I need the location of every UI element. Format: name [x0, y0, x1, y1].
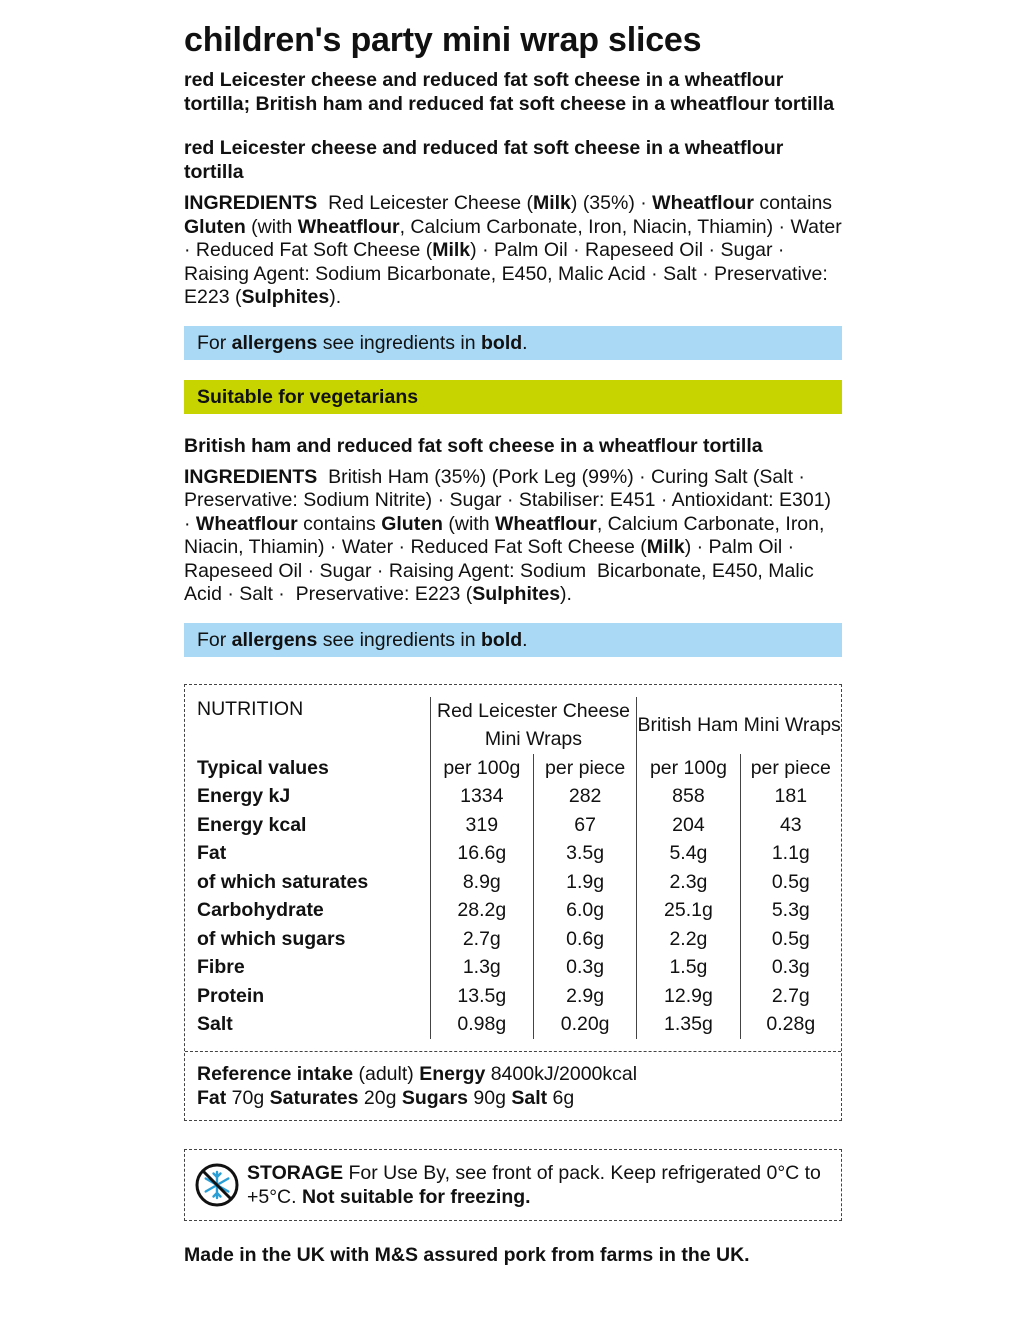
nutrient-value: 204 [637, 811, 740, 840]
nutrient-value: 28.2g [430, 896, 533, 925]
nutrient-label: Salt [197, 1013, 233, 1035]
nutrient-value: 5.4g [637, 839, 740, 868]
nutrient-value: 2.3g [637, 868, 740, 897]
allergen-note-1: For allergens see ingredients in bold. [184, 326, 842, 360]
nutrition-row [197, 868, 841, 897]
nutrient-value: 282 [533, 782, 636, 811]
label-content [184, 20, 842, 1267]
nutrient-value: 1.9g [533, 868, 636, 897]
nutrition-title: NUTRITION [197, 697, 304, 720]
nutrition-row [197, 811, 841, 840]
nutrient-value: 8.9g [430, 868, 533, 897]
nutrition-row [197, 839, 841, 868]
nutrient-value: 25.1g [637, 896, 740, 925]
nutrient-label: Energy kJ [197, 785, 291, 807]
product-2-ingredients: INGREDIENTS British Ham (35%) (Pork Leg (99%) · Curing Salt (Salt · Preservative: Sodium Nitrite) · Sugar · Stabiliser: E451 · Antioxidant: E301) · Wheatflour contains Gluten (with Wheatflour, Calcium Carbonate, Iron, Niacin, Thiamin) · Water · Reduced Fat Soft Cheese (Milk) · Palm Oil · Rapeseed Oil · Sugar · Raising Agent: Sodium Bicarbonate, E450, Malic Acid · Salt · Preservative: E223 (Sulphites). [184, 465, 832, 605]
nutrient-value: 181 [740, 782, 841, 811]
product-header-red-leicester: Red Leicester Cheese Mini Wraps [430, 697, 637, 754]
nutrition-row [197, 1010, 841, 1039]
nutrition-panel [184, 684, 842, 1121]
col-header: per 100g [430, 754, 533, 783]
nutrition-rows [197, 782, 841, 1039]
storage-text: STORAGE For Use By, see front of pack. Keep refrigerated 0°C to +5°C. Not suitable for freezing. [247, 1161, 821, 1208]
nutrient-value: 5.3g [740, 896, 841, 925]
nutrient-value: 0.28g [740, 1010, 841, 1039]
page-title: children's party mini wrap slices [184, 21, 702, 59]
nutrient-label: Protein [197, 984, 265, 1007]
nutrient-value: 43 [740, 811, 841, 840]
nutrient-value: 1.5g [637, 953, 740, 982]
vegetarian-badge: Suitable for vegetarians [184, 380, 842, 414]
col-header: per piece [740, 754, 841, 783]
nutrition-row [197, 782, 841, 811]
nutrient-value: 1.1g [740, 839, 841, 868]
storage-panel [184, 1149, 842, 1221]
nutrient-value: 67 [533, 811, 636, 840]
nutrient-value: 0.98g [430, 1010, 533, 1039]
reference-intake: Reference intake (adult) Energy 8400kJ/2000kcal Fat 70g Saturates 20g Sugars 90g Salt 6g [185, 1051, 841, 1110]
nutrient-value: 3.5g [533, 839, 636, 868]
nutrition-row [197, 896, 841, 925]
nutrient-value: 13.5g [430, 982, 533, 1011]
origin-statement: Made in the UK with M&S assured pork from farms in the UK. [184, 1243, 750, 1266]
nutrient-label: Energy kcal [197, 813, 307, 836]
nutrient-label: Fat [197, 842, 227, 864]
nutrient-label: Fibre [197, 956, 245, 978]
product-subtitle: red Leicester cheese and reduced fat soft cheese in a wheatflour tortilla; British ham and reduced fat soft cheese in a wheatflour tortilla [184, 69, 835, 115]
nutrient-value: 6.0g [533, 896, 636, 925]
nutrient-value: 319 [430, 811, 533, 840]
nutrient-value: 16.6g [430, 839, 533, 868]
product-2-heading: British ham and reduced fat soft cheese in a wheatflour tortilla [184, 434, 763, 457]
nutrient-value: 0.20g [533, 1010, 636, 1039]
nutrient-value: 0.3g [740, 953, 841, 982]
nutrition-row [197, 925, 841, 954]
no-freeze-snowflake-icon [195, 1163, 239, 1207]
nutrient-value: 1.3g [430, 953, 533, 982]
nutrient-value: 2.9g [533, 982, 636, 1011]
nutrient-value: 0.6g [533, 925, 636, 954]
nutrient-label: of which saturates [197, 870, 369, 893]
nutrient-value: 12.9g [637, 982, 740, 1011]
nutrient-label: of which sugars [197, 927, 346, 950]
nutrient-value: 1334 [430, 782, 533, 811]
nutrient-value: 2.7g [430, 925, 533, 954]
nutrition-row [197, 953, 841, 982]
col-header: per 100g [637, 754, 740, 783]
col-header: per piece [533, 754, 636, 783]
nutrient-label: Carbohydrate [197, 899, 324, 921]
nutrient-value: 0.3g [533, 953, 636, 982]
nutrient-value: 0.5g [740, 868, 841, 897]
nutrient-value: 2.2g [637, 925, 740, 954]
nutrient-value: 2.7g [740, 982, 841, 1011]
product-1-heading: red Leicester cheese and reduced fat soft cheese in a wheatflour tortilla [184, 137, 784, 183]
product-1-ingredients: INGREDIENTS Red Leicester Cheese (Milk) (35%) · Wheatflour contains Gluten (with Wheatflour, Calcium Carbonate, Iron, Niacin, Thiamin) · Water · Reduced Fat Soft Cheese (Milk) · Palm Oil · Rapeseed Oil · Sugar · Raising Agent: Sodium Bicarbonate, E450, Malic Acid · Salt · Preservative: E223 (Sulphites). [184, 192, 842, 308]
nutrient-value: 858 [637, 782, 740, 811]
nutrient-value: 1.35g [637, 1010, 740, 1039]
nutrition-table [197, 697, 841, 1039]
nutrient-value: 0.5g [740, 925, 841, 954]
nutrition-row [197, 982, 841, 1011]
ingredients-label: INGREDIENTS [184, 192, 318, 214]
product-header-british-ham: British Ham Mini Wraps [637, 697, 841, 754]
allergen-note-2: For allergens see ingredients in bold. [184, 623, 842, 657]
ingredients-label: INGREDIENTS [184, 465, 318, 488]
typical-values-label: Typical values [197, 756, 329, 779]
